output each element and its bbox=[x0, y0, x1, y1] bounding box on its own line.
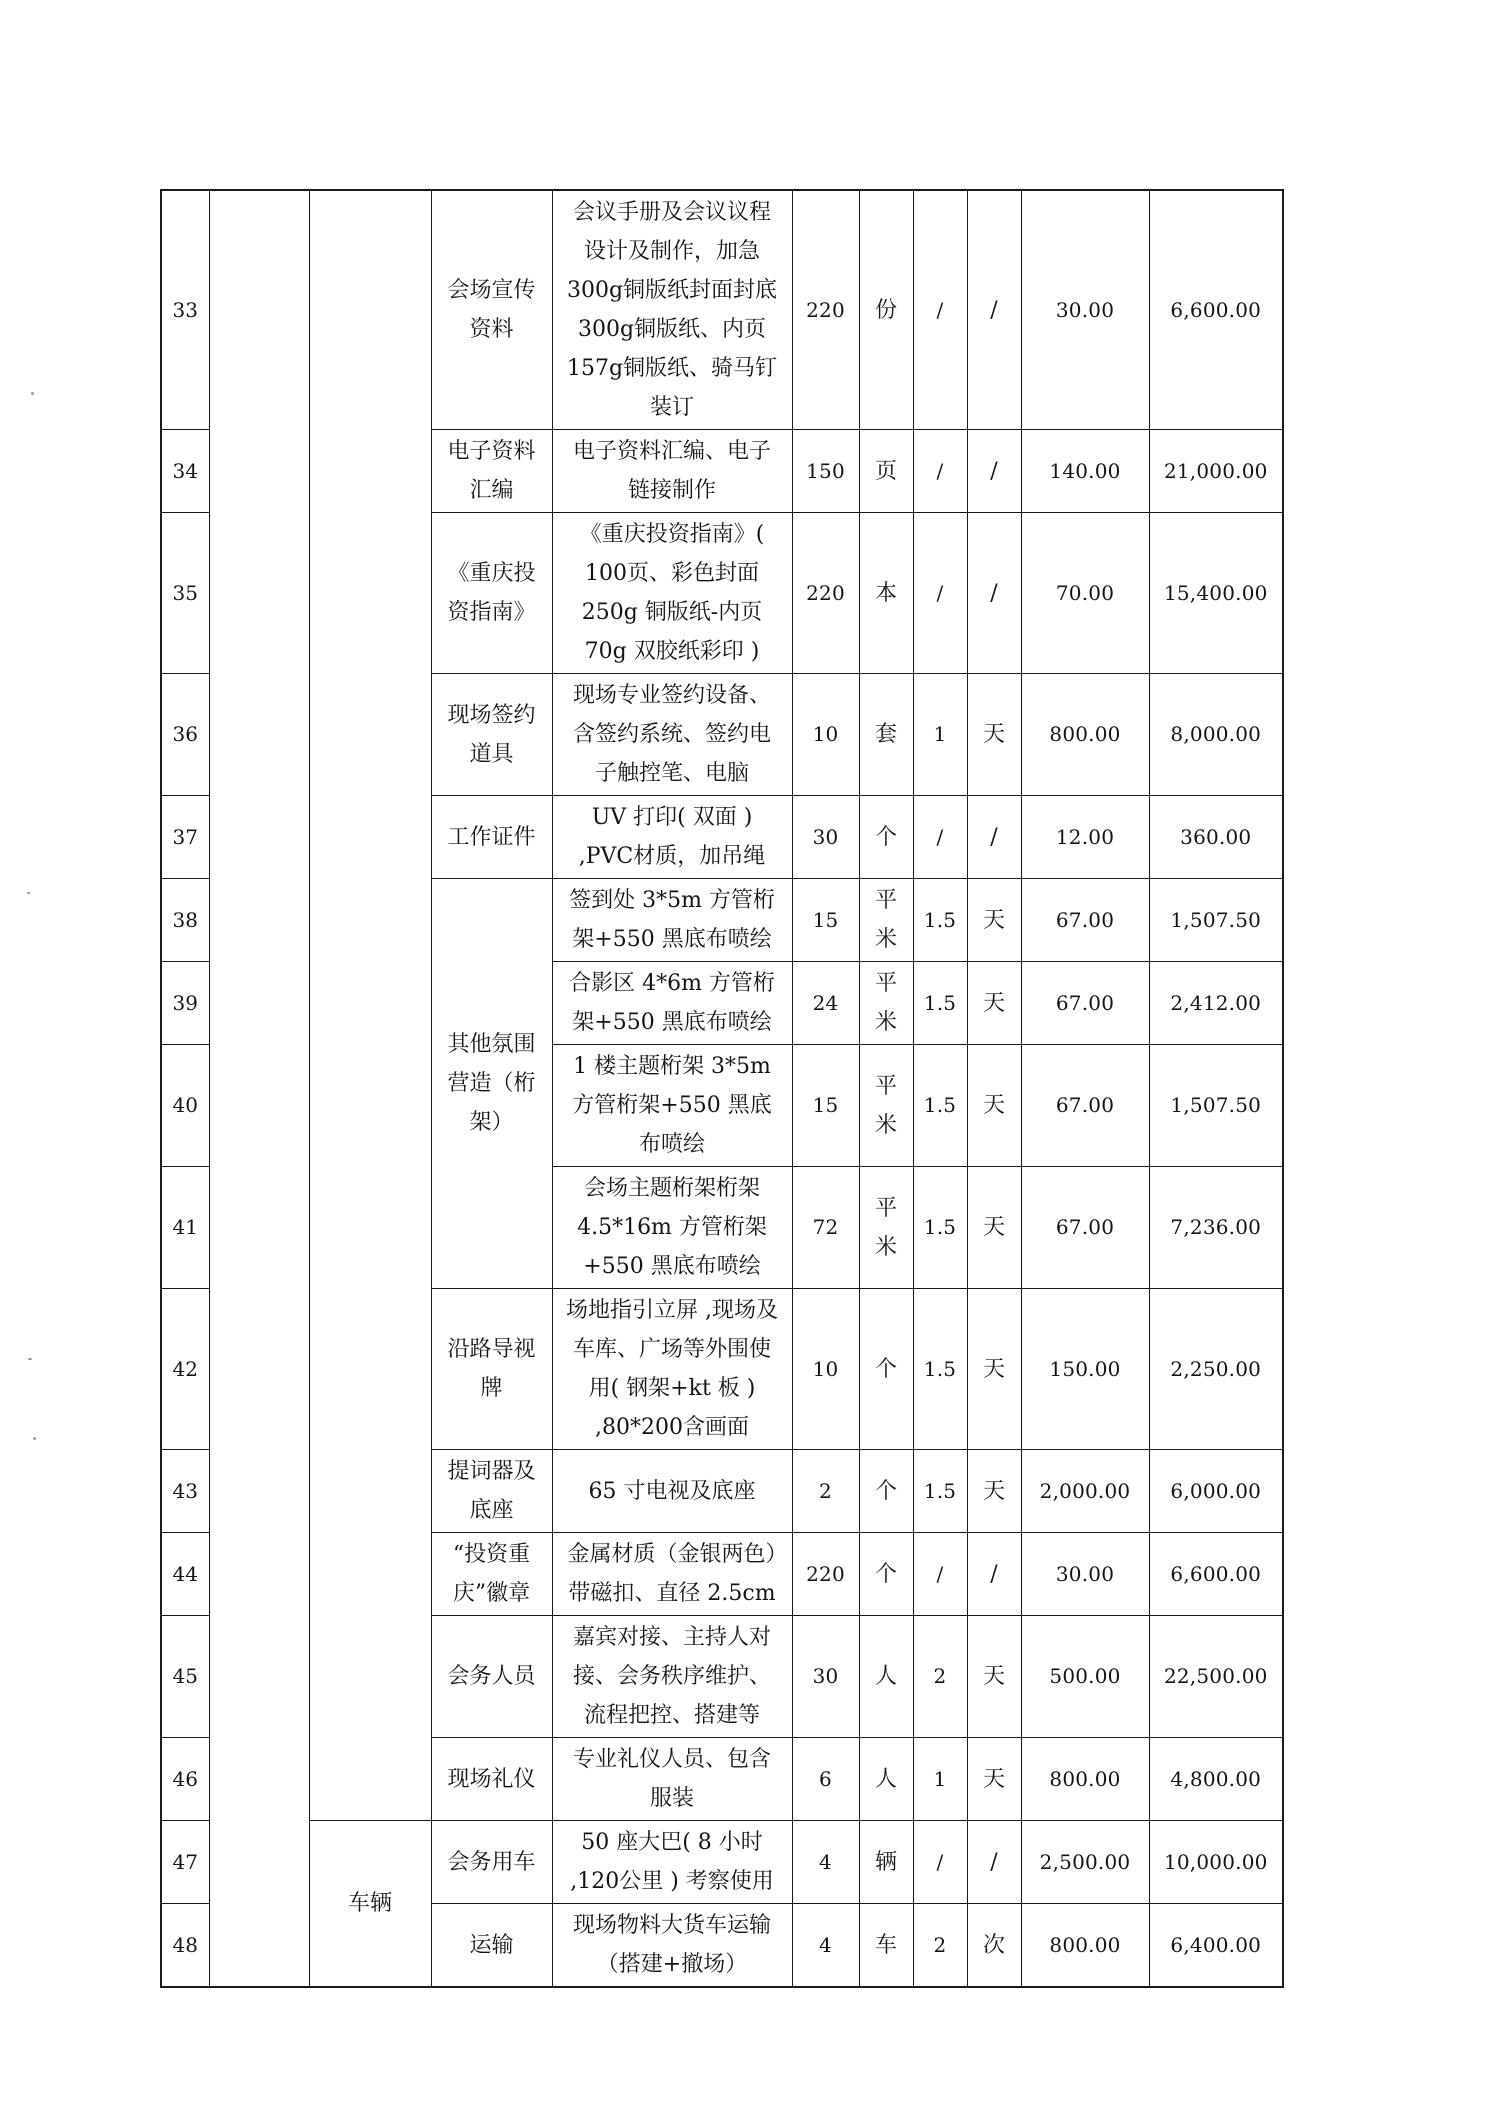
quantity: 72 bbox=[792, 1167, 859, 1289]
unit: 个 bbox=[859, 1533, 913, 1616]
duration: 1 bbox=[913, 1738, 967, 1821]
line-total: 4,800.00 bbox=[1149, 1738, 1283, 1821]
unit-price: 800.00 bbox=[1021, 1738, 1149, 1821]
unit: 平米 bbox=[859, 1167, 913, 1289]
item-spec: 金属材质（金银两色）带磁扣、直径 2.5cm bbox=[552, 1533, 792, 1616]
item-spec: 电子资料汇编、电子链接制作 bbox=[552, 430, 792, 513]
duration-unit: 天 bbox=[967, 1167, 1021, 1289]
unit: 个 bbox=[859, 1450, 913, 1533]
item-spec: 50 座大巴( 8 小时 ,120公里 ) 考察使用 bbox=[552, 1821, 792, 1904]
line-total: 2,412.00 bbox=[1149, 962, 1283, 1045]
duration: 1.5 bbox=[913, 1167, 967, 1289]
category-label: 车辆 bbox=[309, 1821, 431, 1988]
duration-unit: / bbox=[967, 1533, 1021, 1616]
scan-speck bbox=[31, 392, 34, 395]
duration-unit: 天 bbox=[967, 962, 1021, 1045]
unit-price: 140.00 bbox=[1021, 430, 1149, 513]
budget-table bbox=[160, 189, 1284, 1988]
duration: 2 bbox=[913, 1904, 967, 1988]
item-name: “投资重庆”徽章 bbox=[431, 1533, 552, 1616]
quantity: 30 bbox=[792, 796, 859, 879]
item-spec: 合影区 4*6m 方管桁架+550 黑底布喷绘 bbox=[552, 962, 792, 1045]
duration: 1 bbox=[913, 674, 967, 796]
unit: 人 bbox=[859, 1738, 913, 1821]
row-number: 41 bbox=[161, 1167, 209, 1289]
quantity: 220 bbox=[792, 190, 859, 430]
unit: 车 bbox=[859, 1904, 913, 1988]
quantity: 30 bbox=[792, 1616, 859, 1738]
quantity: 15 bbox=[792, 879, 859, 962]
line-total: 10,000.00 bbox=[1149, 1821, 1283, 1904]
quantity: 10 bbox=[792, 674, 859, 796]
row-number: 38 bbox=[161, 879, 209, 962]
line-total: 21,000.00 bbox=[1149, 430, 1283, 513]
scan-speck bbox=[28, 1358, 32, 1360]
item-name: 电子资料汇编 bbox=[431, 430, 552, 513]
row-number: 44 bbox=[161, 1533, 209, 1616]
item-spec: 《重庆投资指南》( 100页、彩色封面 250g 铜版纸-内页 70g 双胶纸彩印 ) bbox=[552, 513, 792, 674]
line-total: 7,236.00 bbox=[1149, 1167, 1283, 1289]
duration: 1.5 bbox=[913, 1450, 967, 1533]
unit-price: 67.00 bbox=[1021, 1167, 1149, 1289]
item-spec: 现场专业签约设备、含签约系统、签约电子触控笔、电脑 bbox=[552, 674, 792, 796]
unit: 个 bbox=[859, 796, 913, 879]
unit-price: 70.00 bbox=[1021, 513, 1149, 674]
quantity: 10 bbox=[792, 1289, 859, 1450]
item-name: 运输 bbox=[431, 1904, 552, 1988]
quantity: 2 bbox=[792, 1450, 859, 1533]
duration-unit: / bbox=[967, 796, 1021, 879]
item-name: 会务用车 bbox=[431, 1821, 552, 1904]
duration-unit: 天 bbox=[967, 1738, 1021, 1821]
line-total: 6,400.00 bbox=[1149, 1904, 1283, 1988]
item-spec: 65 寸电视及底座 bbox=[552, 1450, 792, 1533]
item-name: 会场宣传资料 bbox=[431, 190, 552, 430]
unit-price: 150.00 bbox=[1021, 1289, 1149, 1450]
item-name: 提词器及底座 bbox=[431, 1450, 552, 1533]
duration-unit: / bbox=[967, 430, 1021, 513]
item-spec: 嘉宾对接、主持人对接、会务秩序维护、流程把控、搭建等 bbox=[552, 1616, 792, 1738]
row-number: 46 bbox=[161, 1738, 209, 1821]
unit-price: 2,500.00 bbox=[1021, 1821, 1149, 1904]
duration: / bbox=[913, 430, 967, 513]
row-number: 42 bbox=[161, 1289, 209, 1450]
item-spec: 现场物料大货车运输（搭建+撤场） bbox=[552, 1904, 792, 1988]
item-spec: 场地指引立屏 ,现场及车库、广场等外围使用( 钢架+kt 板 ) ,80*200含画面 bbox=[552, 1289, 792, 1450]
quantity: 6 bbox=[792, 1738, 859, 1821]
unit: 本 bbox=[859, 513, 913, 674]
unit: 份 bbox=[859, 190, 913, 430]
item-name: 会务人员 bbox=[431, 1616, 552, 1738]
duration: 1.5 bbox=[913, 879, 967, 962]
scan-speck bbox=[33, 1437, 36, 1440]
unit: 页 bbox=[859, 430, 913, 513]
item-spec: 专业礼仪人员、包含服装 bbox=[552, 1738, 792, 1821]
line-total: 8,000.00 bbox=[1149, 674, 1283, 796]
merged-blank-cell bbox=[209, 190, 309, 1987]
line-total: 1,507.50 bbox=[1149, 879, 1283, 962]
scan-speck bbox=[27, 892, 30, 894]
duration: / bbox=[913, 796, 967, 879]
unit: 套 bbox=[859, 674, 913, 796]
duration-unit: 次 bbox=[967, 1904, 1021, 1988]
item-name: 工作证件 bbox=[431, 796, 552, 879]
line-total: 1,507.50 bbox=[1149, 1045, 1283, 1167]
item-spec: 1 楼主题桁架 3*5m 方管桁架+550 黑底布喷绘 bbox=[552, 1045, 792, 1167]
row-number: 35 bbox=[161, 513, 209, 674]
item-name: 沿路导视牌 bbox=[431, 1289, 552, 1450]
unit: 平米 bbox=[859, 879, 913, 962]
unit-price: 30.00 bbox=[1021, 190, 1149, 430]
item-name: 现场签约道具 bbox=[431, 674, 552, 796]
unit-price: 12.00 bbox=[1021, 796, 1149, 879]
duration-unit: 天 bbox=[967, 1289, 1021, 1450]
row-number: 34 bbox=[161, 430, 209, 513]
duration: / bbox=[913, 513, 967, 674]
quantity: 220 bbox=[792, 1533, 859, 1616]
row-number: 36 bbox=[161, 674, 209, 796]
duration-unit: 天 bbox=[967, 674, 1021, 796]
item-spec: 签到处 3*5m 方管桁架+550 黑底布喷绘 bbox=[552, 879, 792, 962]
item-spec: UV 打印( 双面 ) ,PVC材质，加吊绳 bbox=[552, 796, 792, 879]
quantity: 24 bbox=[792, 962, 859, 1045]
line-total: 15,400.00 bbox=[1149, 513, 1283, 674]
duration: / bbox=[913, 190, 967, 430]
item-name: 《重庆投资指南》 bbox=[431, 513, 552, 674]
unit-price: 2,000.00 bbox=[1021, 1450, 1149, 1533]
duration-unit: 天 bbox=[967, 879, 1021, 962]
duration: 1.5 bbox=[913, 962, 967, 1045]
duration-unit: 天 bbox=[967, 1045, 1021, 1167]
row-number: 48 bbox=[161, 1904, 209, 1988]
unit-price: 800.00 bbox=[1021, 1904, 1149, 1988]
line-total: 6,000.00 bbox=[1149, 1450, 1283, 1533]
item-spec: 会场主题桁架桁架4.5*16m 方管桁架+550 黑底布喷绘 bbox=[552, 1167, 792, 1289]
quantity: 15 bbox=[792, 1045, 859, 1167]
row-number: 37 bbox=[161, 796, 209, 879]
unit: 平米 bbox=[859, 1045, 913, 1167]
duration-unit: 天 bbox=[967, 1450, 1021, 1533]
line-total: 6,600.00 bbox=[1149, 190, 1283, 430]
unit-price: 67.00 bbox=[1021, 879, 1149, 962]
row-number: 47 bbox=[161, 1821, 209, 1904]
quantity: 220 bbox=[792, 513, 859, 674]
item-name: 其他氛围营造（桁架） bbox=[431, 879, 552, 1289]
item-spec: 会议手册及会议议程设计及制作，加急300g铜版纸封面封底300g铜版纸、内页157g铜版纸、骑马钉装订 bbox=[552, 190, 792, 430]
table-row bbox=[161, 190, 1283, 430]
duration: 1.5 bbox=[913, 1289, 967, 1450]
row-number: 33 bbox=[161, 190, 209, 430]
unit: 平米 bbox=[859, 962, 913, 1045]
quantity: 150 bbox=[792, 430, 859, 513]
line-total: 22,500.00 bbox=[1149, 1616, 1283, 1738]
unit: 个 bbox=[859, 1289, 913, 1450]
unit-price: 800.00 bbox=[1021, 674, 1149, 796]
quantity: 4 bbox=[792, 1904, 859, 1988]
unit-price: 500.00 bbox=[1021, 1616, 1149, 1738]
line-total: 360.00 bbox=[1149, 796, 1283, 879]
duration: 2 bbox=[913, 1616, 967, 1738]
row-number: 40 bbox=[161, 1045, 209, 1167]
unit-price: 67.00 bbox=[1021, 1045, 1149, 1167]
merged-blank-cell bbox=[309, 190, 431, 1821]
table-row bbox=[161, 1821, 1283, 1904]
line-total: 2,250.00 bbox=[1149, 1289, 1283, 1450]
duration-unit: 天 bbox=[967, 1616, 1021, 1738]
row-number: 39 bbox=[161, 962, 209, 1045]
unit: 辆 bbox=[859, 1821, 913, 1904]
unit-price: 30.00 bbox=[1021, 1533, 1149, 1616]
duration: / bbox=[913, 1821, 967, 1904]
row-number: 45 bbox=[161, 1616, 209, 1738]
item-name: 现场礼仪 bbox=[431, 1738, 552, 1821]
unit-price: 67.00 bbox=[1021, 962, 1149, 1045]
row-number: 43 bbox=[161, 1450, 209, 1533]
duration: / bbox=[913, 1533, 967, 1616]
quantity: 4 bbox=[792, 1821, 859, 1904]
duration-unit: / bbox=[967, 190, 1021, 430]
duration: 1.5 bbox=[913, 1045, 967, 1167]
unit: 人 bbox=[859, 1616, 913, 1738]
duration-unit: / bbox=[967, 513, 1021, 674]
duration-unit: / bbox=[967, 1821, 1021, 1904]
line-total: 6,600.00 bbox=[1149, 1533, 1283, 1616]
